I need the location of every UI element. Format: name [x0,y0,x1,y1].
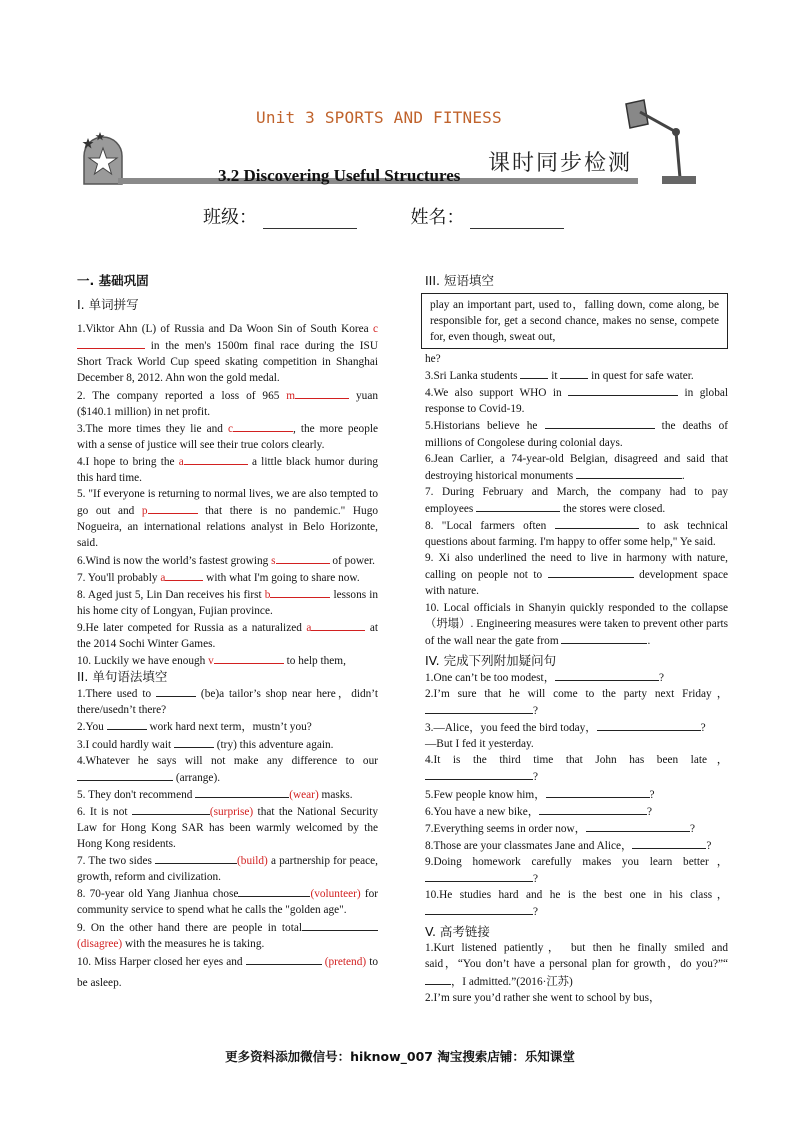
phrase-p3: 3.Sri Lanka students it in quest for safe water. [425,367,728,384]
lesson-subtitle: 3.2 Discovering Useful Structures [218,166,461,185]
blank[interactable] [425,973,451,985]
tag-t6: 6.You have a new bike， ? [425,803,728,820]
class-name-row [203,203,564,229]
section-spelling: I. 单词拼写 [77,297,139,313]
blank[interactable] [214,652,284,664]
spelling-q10: 10. Luckily we have enough v to help them, [77,652,378,669]
grammar-g9: 9. On the other hand there are people in total(disagree) with the measures he is taking. [77,919,378,952]
blank[interactable] [545,417,655,429]
blank[interactable] [476,500,560,512]
phrase-p8: 8. "Local farmers often to ask technical questions about farming. I'm happy to offer some help," Ye said. [425,517,728,550]
blank[interactable] [233,420,293,432]
spelling-q9: 9.He later competed for Russia as a naturalized a at the 2014 Sochi Winter Games. [77,619,378,652]
name-field[interactable] [470,212,564,229]
grammar-g3: 3.I could hardly wait (try) this adventure again. [77,736,378,753]
brand-title: 课时同步检测 [488,151,633,176]
blank[interactable] [520,367,548,379]
blank[interactable] [174,736,214,748]
phrase-p9: 9. Xi also underlined the need to live in harmony with nature, calling on people not to development space with nature. [425,552,728,598]
tag-t10: 10.He studies hard and he is the best one in his class，? [425,889,728,919]
phrase-he: he? [425,353,441,366]
tag-t2: 2.I’m sure that he will come to the party next Friday，? [425,687,728,718]
blank[interactable] [77,337,145,349]
right-column [425,273,728,1006]
blank[interactable] [425,903,533,915]
footer-note: 更多资料添加微信号：hiknow_007 淘宝搜索店铺：乐知课堂 [225,1049,575,1064]
grammar-g1: 1.There used to (be)a tailor’s shop near here，didn’t there/usedn’t there? [77,685,378,718]
grammar-g8: 8. 70-year old Yang Jianhua chose (volunteer) for community service to spend what he calls the "golden age". [77,885,378,918]
spelling-q2: 2. The company reported a loss of 965 m yuan ($140.1 million) in net profit. [77,387,378,420]
blank[interactable] [295,387,349,399]
phrase-p7: 7. During February and March, the company had to pay employees the stores were closed. [425,485,728,515]
section-basic: 一. 基础巩固 [77,273,149,288]
class-field[interactable] [263,212,357,229]
blank[interactable] [560,367,588,379]
spelling-q8: 8. Aged just 5, Lin Dan receives his first b lessons in his home city of Longyan, Fujian province. [77,586,378,619]
blank[interactable] [576,467,682,479]
section-phrases: III. 短语填空 [425,273,495,288]
phrase-box: play an important part, used to，falling down, come along, be responsible for, get a second chance, makes no sense, compete for, even though, sweat out, [421,293,728,349]
grammar-g2: 2.You work hard next term，mustn’t you? [77,718,378,735]
phrase-p4: 4.We also support WHO in in global response to Covid-19. [425,384,728,417]
blank[interactable] [632,837,706,849]
gaokao-k1: 1.Kurt listened patiently， but then he finally smiled and said，“You don’t have a personal plan for growth，do you?”“，I admitted.”(2016·江苏) [425,942,728,988]
tag-t1: 1.One can’t be too modest， ? [425,669,728,686]
blank[interactable] [546,786,650,798]
grammar-g5: 5. They don't recommend (wear) masks. [77,786,378,803]
tag-t3: 3.—Alice，you feed the bird today， ? [425,719,728,736]
blank[interactable] [107,718,147,730]
blank[interactable] [246,953,322,965]
blank[interactable] [548,566,634,578]
blank[interactable] [597,719,701,731]
spelling-q4: 4.I hope to bring the a a little black humor during this hard time. [77,453,378,486]
blank[interactable] [311,619,365,631]
spelling-q3: 3.The more times they lie and c , the more people with a sense of justice will see their true colors clearly. [77,420,378,453]
name-label: 姓名： [410,207,465,228]
blank[interactable] [425,702,533,714]
tag-t9: 9.Doing homework carefully makes you learn better，? [425,855,728,885]
spelling-q1: 1.Viktor Ahn (L) of Russia and Da Woon Sin of South Korea c in the men's 1500m final race during the ISU Short Track World Cup speed skating competition in Shanghai December 8, 2012. Ahn won the gold medal. [77,323,378,385]
spelling-q5: 5. "If everyone is returning to normal lives, we are also tempted to go out and p that there is no pandemic." Hugo Nogueira, an international relations analyst in Belo Horizonte, said. [77,488,378,550]
grammar-g7: 7. The two sides (build) a partnership for peace, growth, reform and civilization. [77,852,378,885]
spelling-q6: 6.Wind is now the world’s fastest growing s of power. [77,552,378,569]
blank[interactable] [195,786,289,798]
blank[interactable] [425,768,533,780]
tag-t5: 5.Few people know him， ? [425,786,728,803]
blank[interactable] [238,885,310,897]
blank[interactable] [270,586,330,598]
grammar-g6: 6. It is not (surprise) that the National Security Law for Hong Kong SAR has been warmly welcomed by the Hong Kong residents. [77,803,378,852]
blank[interactable] [132,803,210,815]
blank[interactable] [156,685,196,697]
section-tag-questions: IV. 完成下列附加疑问句 [425,652,557,668]
blank[interactable] [302,919,378,931]
grammar-g4: 4.Whatever he says will not make any difference to our (arrange). [77,754,378,784]
section-gaokao: V. 高考链接 [425,924,490,940]
blank[interactable] [165,569,203,581]
blank[interactable] [77,769,173,781]
spelling-q7: 7. You'll probably a with what I'm going to share now. [77,569,378,586]
unit-title: Unit 3 SPORTS AND FITNESS [256,108,502,127]
blank[interactable] [425,870,533,882]
blank[interactable] [586,820,690,832]
blank[interactable] [539,803,647,815]
blank[interactable] [568,384,678,396]
phrase-p5: 5.Historians believe he the deaths of millions of Congolese during colonial days. [425,417,728,450]
grammar-g10: 10. Miss Harper closed her eyes and (pretend) to be asleep. [77,952,378,994]
phrase-p10: 10. Local officials in Shanyin quickly responded to the collapse（坍塌）. Engineering measures were taken to prevent other parts of the wall near the gate from . [425,601,728,647]
phrase-p6: 6.Jean Carlier, a 74-year-old Belgian, disagreed and said that destroying historical monuments . [425,452,728,482]
blank[interactable] [555,517,639,529]
tag-t8: 8.Those are your classmates Jane and Alice， ? [425,837,728,854]
blank[interactable] [155,852,237,864]
blank[interactable] [276,552,330,564]
blank[interactable] [555,669,659,681]
tag-t7: 7.Everything seems in order now， ? [425,820,728,837]
class-label: 班级： [203,207,257,228]
blank[interactable] [148,502,198,514]
section-grammar: II. 单句语法填空 [77,669,168,685]
blank[interactable] [561,632,647,644]
tag-t3b: —But I fed it yesterday. [425,738,534,751]
blank[interactable] [184,453,248,465]
gaokao-k2: 2.I’m sure you’d rather she went to school by bus， [425,991,661,1004]
left-column [77,273,378,994]
tag-t4: 4.It is the third time that John has been late，? [425,754,728,784]
